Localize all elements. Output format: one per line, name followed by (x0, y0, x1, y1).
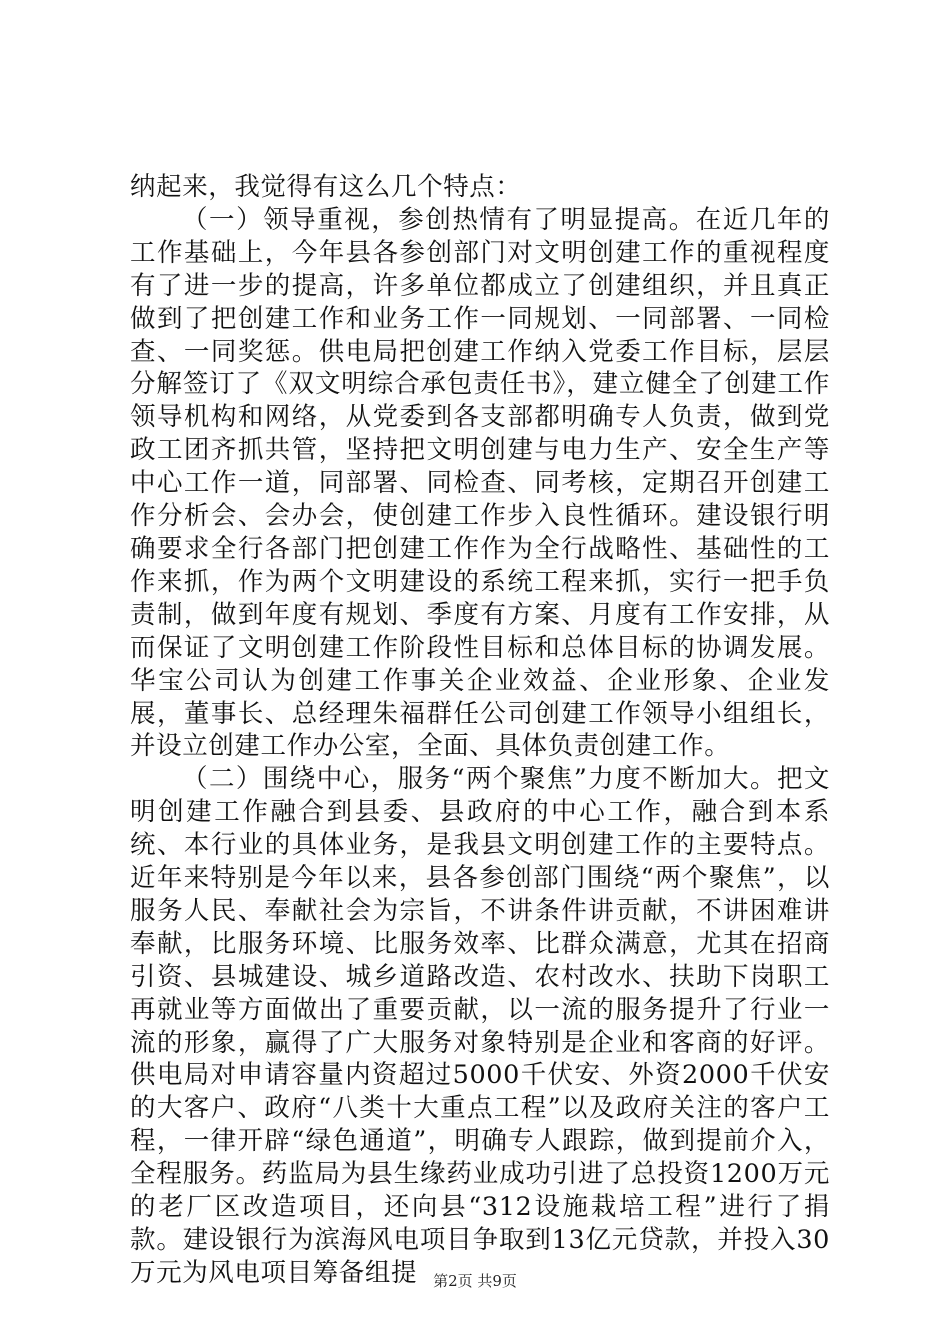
paragraph-leadership: （一）领导重视，参创热情有了明显提高。在近几年的工作基础上，今年县各参创部门对文明创建工作的重视程度有了进一步的提高，许多单位都成立了创建组织，并且真正做到了把创建工作和业务工作一同规划、一同部署、一同检查、一同奖惩。供电局把创建工作纳入党委工作目标，层层分解签订了《双文明综合承包责任书》，建立健全了创建工作领导机构和网络，从党委到各支部都明确专人负责，做到党政工团齐抓共管，坚持把文明创建与电力生产、安全生产等中心工作一道，同部署、同检查、同考核，定期召开创建工作分析会、会办会，使创建工作步入良性循环。建设银行明确要求全行各部门把创建工作作为全行战略性、基础性的工作来抓，作为两个文明建设的系统工程来抓，实行一把手负责制，做到年度有规划、季度有方案、月度有工作安排，从而保证了文明创建工作阶段性目标和总体目标的协调发展。华宝公司认为创建工作事关企业效益、企业形象、企业发展，董事长、总经理朱福群任公司创建工作领导小组组长，并设立创建工作办公室，全面、具体负责创建工作。 (130, 204, 830, 762)
paragraph-service-focus: （二）围绕中心，服务“两个聚焦”力度不断加大。把文明创建工作融合到县委、县政府的中心工作，融合到本系统、本行业的具体业务，是我县文明创建工作的主要特点。近年来特别是今年以来，县各参创部门围绕“两个聚焦”，以服务人民、奉献社会为宗旨，不讲条件讲贡献，不讲困难讲奉献，比服务环境、比服务效率、比群众满意，尤其在招商引资、县城建设、城乡道路改造、农村改水、扶助下岗职工再就业等方面做出了重要贡献，以一流的服务提升了行业一流的形象，赢得了广大服务对象特别是企业和客商的好评。供电局对申请容量内资超过5000千伏安、外资2000千伏安的大客户、政府“八类十大重点工程”以及政府关注的客户工程，一律开辟“绿色通道”，明确专人跟踪，做到提前介入，全程服务。药监局为县生缘药业成功引进了总投资1200万元的老厂区改造项目，还向县“312设施栽培工程”进行了捐款。建设银行为滨海风电项目争取到13亿元贷款，并投入30万元为风电项目筹备组提 (130, 764, 830, 1288)
paragraph-continuation: 纳起来，我觉得有这么几个特点： (130, 172, 522, 202)
page-number-footer: 第2页 共9页 (433, 1272, 517, 1290)
document-body (130, 171, 830, 1290)
